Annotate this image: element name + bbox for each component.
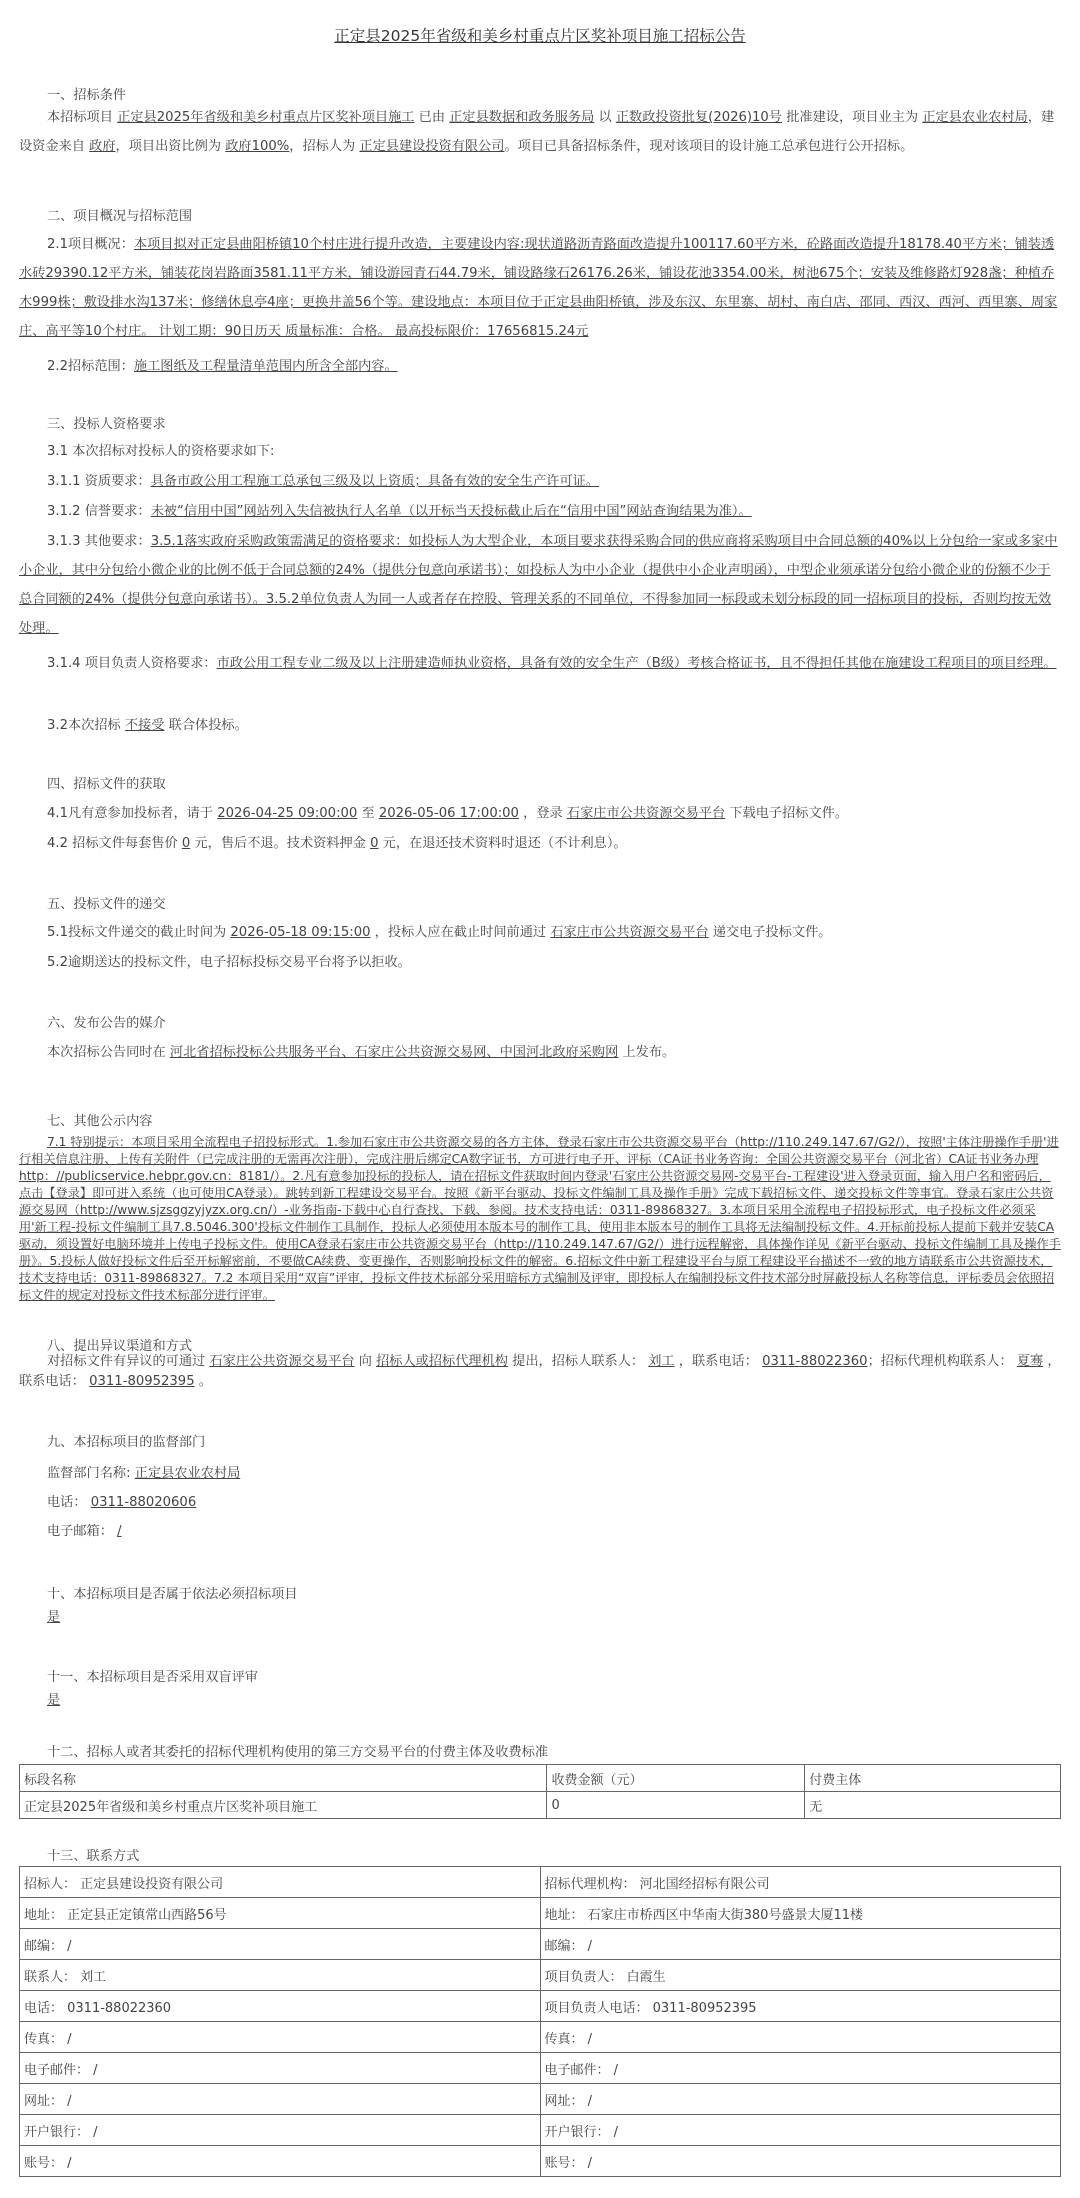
joint-bid-policy: 3.2本次招标 不接受 联合体投标。 (47, 718, 248, 733)
table-cell: 邮编： / (540, 1929, 1061, 1960)
section-3-intro: 3.1 本次招标对投标人的资格要求如下: (47, 444, 275, 459)
table-row (20, 2022, 1061, 2053)
table-cell: 招标人： 正定县建设投资有限公司 (20, 1867, 541, 1898)
table-cell: 网址： / (540, 2084, 1061, 2115)
table-cell: 传真： / (20, 2022, 541, 2053)
section-7-heading: 七、其他公示内容 (47, 1114, 153, 1129)
contact-table (19, 1866, 1061, 2177)
section-8-heading: 八、提出异议渠道和方式 (47, 1339, 193, 1354)
manager-requirement: 3.1.4 项目负责人资格要求：市政公用工程专业二级及以上注册建造师执业资格，具备有效的安全生产（B级）考核合格证书，且不得担任其他在施建设工程项目的项目经理。 (47, 656, 1057, 671)
table-row (20, 2146, 1061, 2177)
table-header-cell: 付费主体 (805, 1765, 1061, 1792)
section-2-overview: 2.1项目概况：本项目拟对正定县曲阳桥镇10个村庄进行提升改造，主要建设内容:现状道路沥青路面改造提升100117.60平方米，砼路面改造提升18178.40平方米；铺装透水砖29390.12平方米，铺装花岗岩路面3581.11平方米，铺设游园青石44.79米，铺设路缘石26176.26米，铺设花池3354.00米，树池675个；安装及维修路灯928盏；种植乔木999株；敷设排水沟137米；修缮休息亭4座；更换井盖56个等。建设地点：本项目位于正定县曲阳桥镇，涉及东汉、东里寨、胡村、南白店、邵同、西汉、西河、西里寨、周家庄、高平等10个村庄。 计划工期：90日历天 质量标准：合格。 最高投标限价：17656815.24元 (19, 237, 1058, 339)
other-requirement: 3.1.3 其他要求：3.5.1落实政府采购政策需满足的资格要求：如投标人为大型企业，本项目要求获得采购合同的供应商将采购项目中合同总额的40%以上分包给一家或多家中小企业，其中分包给小微企业的比例不低于合同总额的24%（提供分包意向承诺书）；如投标人为中小企业（提供中小企业声明函），中型企业须承诺分包给小微企业的份额不少于总合同额的24%（提供分包意向承诺书）。3.5.2单位负责人为同一人或者存在控股、管理关系的不同单位，不得参加同一标段或未划分标段的同一招标项目的投标，否则均按无效处理。 (19, 534, 1058, 636)
section-12-heading: 十二、招标人或者其委托的招标代理机构使用的第三方交易平台的付费主体及收费标准 (47, 1745, 549, 1760)
table-cell: 账号： / (540, 2146, 1061, 2177)
table-row (20, 1792, 1061, 1819)
section-9-heading: 九、本招标项目的监督部门 (47, 1435, 206, 1450)
table-cell: 网址： / (20, 2084, 541, 2115)
table-header-row (20, 1765, 1061, 1792)
section-11-heading: 十一、本招标项目是否采用双盲评审 (47, 1670, 258, 1685)
table-cell: 开户银行： / (540, 2115, 1061, 2146)
section-13-heading: 十三、联系方式 (47, 1849, 140, 1864)
table-cell: 0 (547, 1792, 805, 1819)
table-row (20, 2053, 1061, 2084)
page-title: 正定县2025年省级和美乡村重点片区奖补项目施工招标公告 (334, 27, 746, 45)
supervisor-dept: 监督部门名称: 正定县农业农村局 (47, 1466, 241, 1481)
section-11-answer: 是 (47, 1693, 61, 1708)
credit-requirement: 3.1.2 信誉要求：未被“信用中国”网站列入失信被执行人名单（以开标当天投标截止后在“信用中国”网站查询结果为准）。 (47, 504, 752, 519)
late-bid-policy: 5.2逾期送达的投标文件，电子招标投标交易平台将予以拒收。 (47, 955, 411, 970)
table-row (20, 1960, 1061, 1991)
section-6-heading: 六、发布公告的媒介 (47, 1016, 166, 1031)
table-cell: 电子邮件： / (540, 2053, 1061, 2084)
supervisor-phone: 电话： 0311-88020606 (47, 1495, 197, 1510)
table-cell: 无 (805, 1792, 1061, 1819)
table-cell: 电子邮件： / (20, 2053, 541, 2084)
section-10-answer: 是 (47, 1610, 61, 1625)
table-cell: 电话： 0311-88022360 (20, 1991, 541, 2022)
table-cell: 账号： / (20, 2146, 541, 2177)
table-cell: 地址： 正定县正定镇常山西路56号 (20, 1898, 541, 1929)
section-1-heading: 一、招标条件 (47, 88, 127, 103)
table-cell: 地址： 石家庄市桥西区中华南大街380号盛景大厦11楼 (540, 1898, 1061, 1929)
table-cell: 项目负责人： 白霞生 (540, 1960, 1061, 1991)
section-5-heading: 五、投标文件的递交 (47, 897, 166, 912)
section-10-heading: 十、本招标项目是否属于依法必须招标项目 (47, 1587, 298, 1602)
fee-table (19, 1764, 1061, 1819)
table-header-cell: 标段名称 (20, 1765, 547, 1792)
table-row (20, 1991, 1061, 2022)
table-cell: 邮编： / (20, 1929, 541, 1960)
table-row (20, 1929, 1061, 1960)
qualification-requirement: 3.1.1 资质要求：具备市政公用工程施工总承包三级及以上资质；具备有效的安全生产许可证。 (47, 474, 600, 489)
publish-media: 本次招标公告同时在 河北省招标投标公共服务平台、石家庄公共资源交易网、中国河北政府采购网 上发布。 (47, 1045, 676, 1060)
table-cell: 招标代理机构： 河北国经招标有限公司 (540, 1867, 1061, 1898)
bid-deadline: 5.1投标文件递交的截止时间为 2026-05-18 09:15:00 ，投标人应在截止时间前通过 石家庄市公共资源交易平台 递交电子投标文件。 (47, 925, 832, 940)
section-3-heading: 三、投标人资格要求 (47, 417, 166, 432)
table-row (20, 2115, 1061, 2146)
supervisor-email: 电子邮箱： / (47, 1524, 122, 1539)
section-2-heading: 二、项目概况与招标范围 (47, 209, 193, 224)
table-cell: 传真： / (540, 2022, 1061, 2053)
tender-doc-price: 4.2 招标文件每套售价 0 元，售后不退。技术资料押金 0 元，在退还技术资料时退还（不计利息）。 (47, 836, 627, 851)
other-notice-text: 7.1 特别提示：本项目采用全流程电子招投标形式。1.参加石家庄市公共资源交易的各方主体，登录石家庄市公共资源交易平台（http://110.249.147.67/G2/），按照'主体注册操作手册'进行相关信息注册、上传有关附件（已完成注册的无需再次注册），完成注册后绑定CA数字证书，方可进行电子开、评标（CA证书业务咨询：全国公共资源交易平台（河北省）CA证书业务办理http：//publicservice.hebpr.gov.cn：8181/）。2.凡有意参加投标的投标人，请在招标文件获取时间内登录'石家庄公共资源交易网-交易平台-工程建设'进入登录页面，输入用户名和密码后，点击【登录】即可进入系统（也可使用CA登录）。跳转到新工程建设交易平台。按照《新平台驱动、投标文件编制工具及操作手册》完成下载招标文件、递交投标文件等事宜。登录石家庄公共资源交易网（http://www.sjzsggzyjyzx.org.cn/）-业务指南-下载中心自行查找、下载、参阅。技术支持电话：0311-89868327。3.本项目采用全流程电子招投标形式，电子投标文件必须采用'新工程-投标文件编制工具7.8.5046.300'投标文件制作工具制作，投标人必须使用本版本号的制作工具，使用非本版本号的制作工具将无法编制投标文件。4.开标前投标人提前下载并安装CA驱动，须设置好电脑环境并上传电子投标文件。使用CA登录石家庄市公共资源交易平台（http://110.249.147.67/G2/）进行远程解密，具体操作详见《新平台驱动、投标文件编制工具及操作手册》。5.投标人做好投标文件后至开标解密前，不要做CA续费、变更操作，否则影响投标文件的解密。6.招标文件中新工程建设平台与原工程建设平台描述不一致的地方请联系市公共资源技术，技术支持电话：0311-89868327。7.2 本项目采用“双盲”评审，投标文件技术标部分采用暗标方式编制及评审，即投标人在编制投标文件技术部分时屏蔽投标人名称等信息，评标委员会依照招标文件的规定对投标文件技术标部分进行评审。 (19, 1135, 1061, 1302)
table-cell: 联系人： 刘工 (20, 1960, 541, 1991)
table-cell: 正定县2025年省级和美乡村重点片区奖补项目施工 (20, 1792, 547, 1819)
table-row (20, 1867, 1061, 1898)
table-cell: 开户银行： / (20, 2115, 541, 2146)
table-row (20, 1898, 1061, 1929)
table-header-cell: 收费金额（元） (547, 1765, 805, 1792)
table-cell: 项目负责人电话： 0311-80952395 (540, 1991, 1061, 2022)
tender-doc-access: 4.1凡有意参加投标者，请于 2026-04-25 09:00:00 至 2026-05-06 17:00:00 ，登录 石家庄市公共资源交易平台 下载电子招标文件。 (47, 806, 849, 821)
objection-channel: 对招标文件有异议的可通过 石家庄公共资源交易平台 向 招标人或招标代理机构 提出，招标人联系人： 刘工 ，联系电话： 0311-88022360；招标代理机构联系人： 夏骞 ，联系电话： 0311-80952395 。 (19, 1354, 1061, 1389)
section-4-heading: 四、招标文件的获取 (47, 777, 166, 792)
table-row (20, 2084, 1061, 2115)
section-2-scope: 2.2招标范围：施工图纸及工程量清单范围内所含全部内容。 (47, 359, 398, 374)
section-1-text: 本招标项目 正定县2025年省级和美乡村重点片区奖补项目施工 已由 正定县数据和政务服务局 以 正数政投资批复(2026)10号 批准建设，项目业主为 正定县农业农村局，建设资金来自 政府，项目出资比例为 政府100%，招标人为 正定县建设投资有限公司。项目已具备招标条件，现对该项目的设计施工总承包进行公开招标。 (19, 110, 1055, 154)
